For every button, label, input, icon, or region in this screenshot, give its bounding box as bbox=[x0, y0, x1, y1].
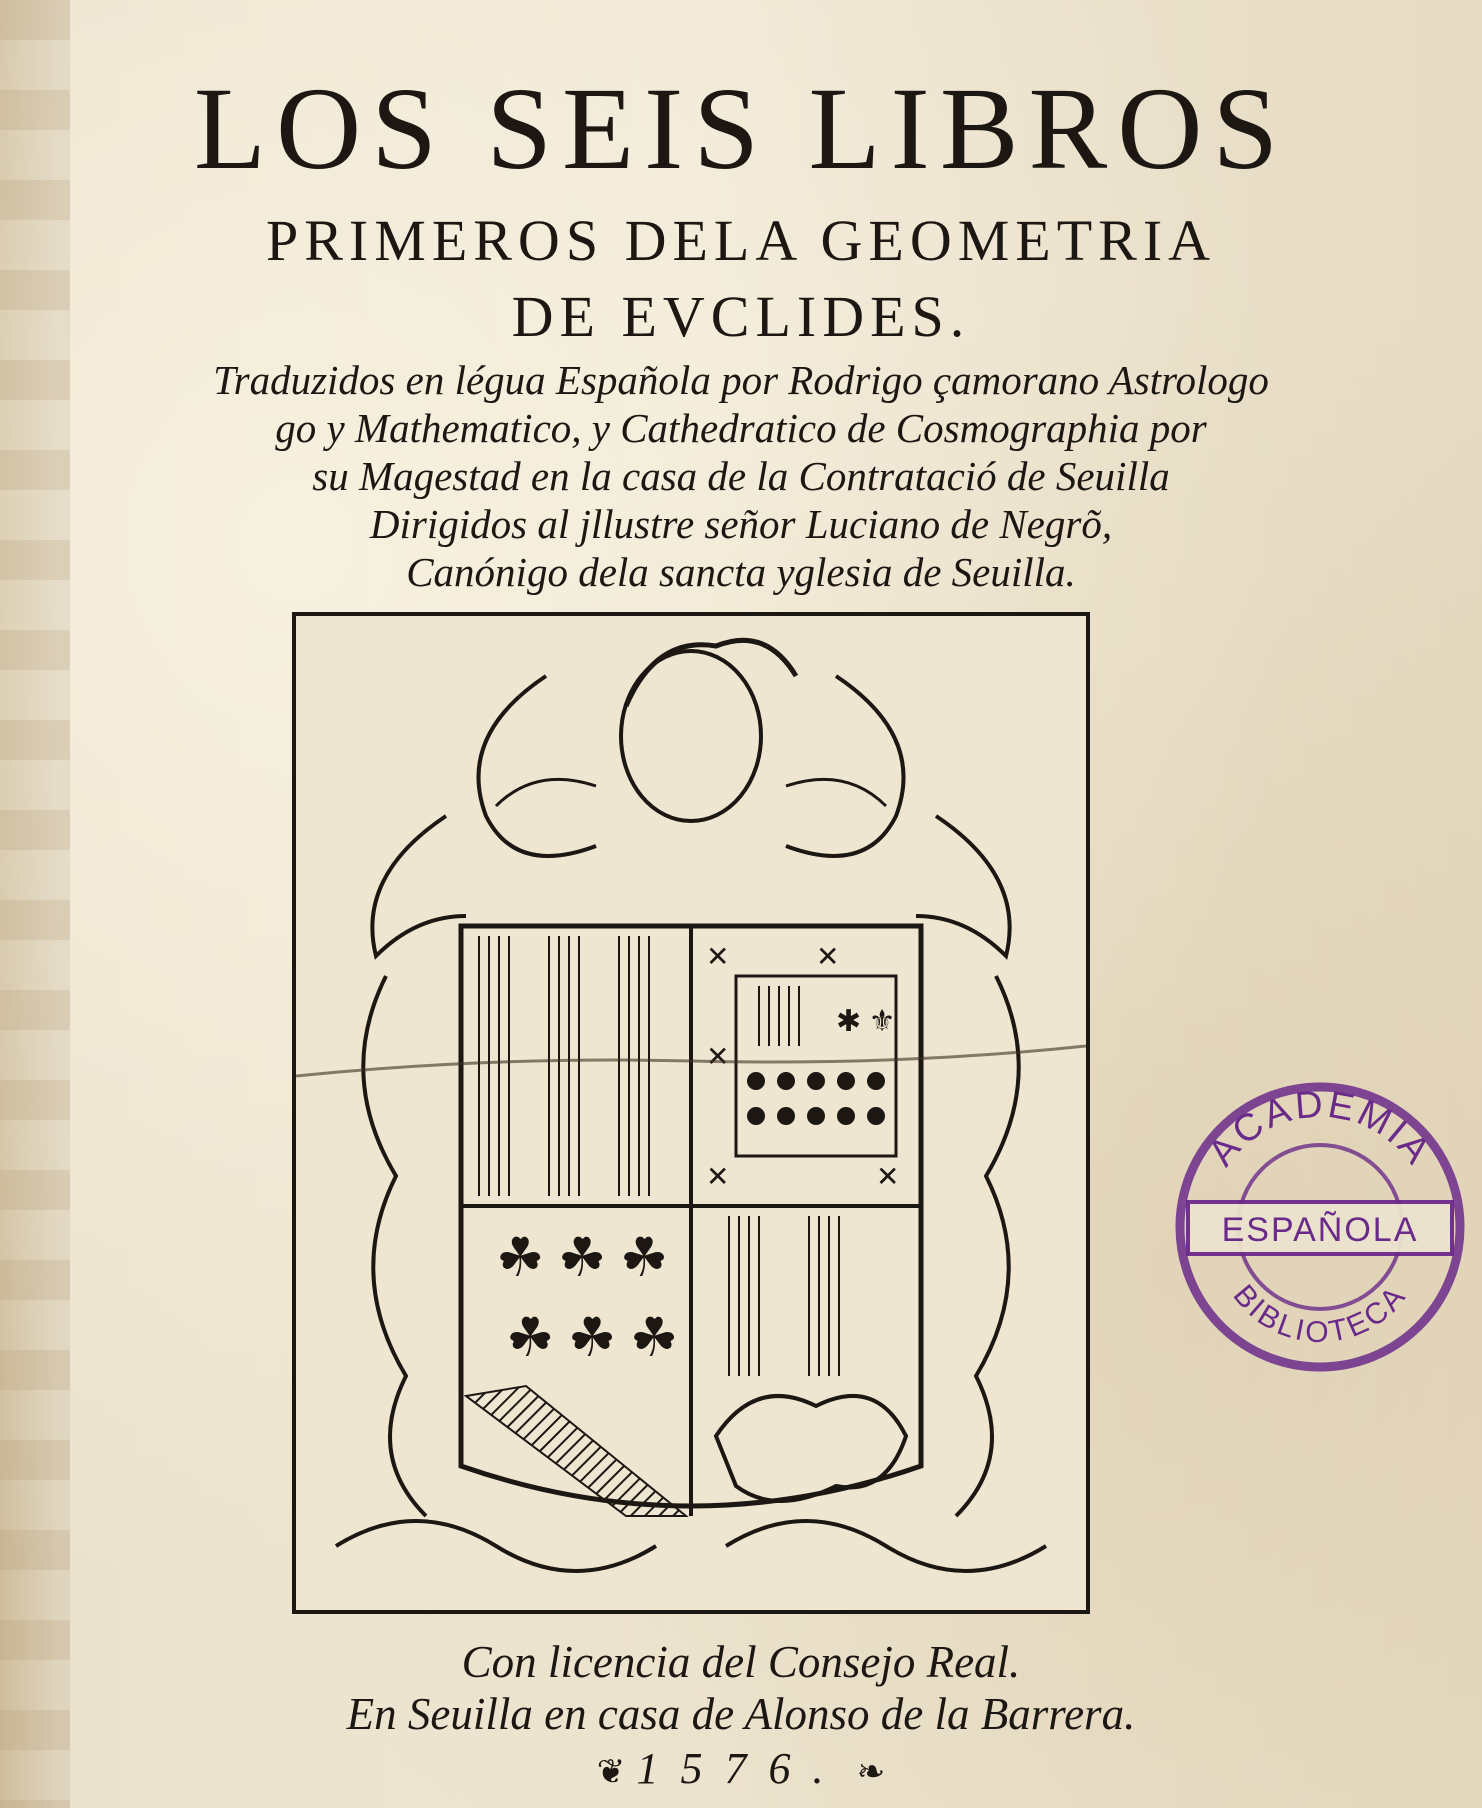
page-edge-stain bbox=[0, 0, 70, 1808]
title-line-1: LOS SEIS LIBROS bbox=[193, 63, 1289, 194]
svg-text:✱ ⚜: ✱ ⚜ bbox=[836, 1005, 896, 1038]
publication-year: 1576. bbox=[636, 1744, 846, 1793]
svg-text:✕: ✕ bbox=[876, 1162, 900, 1193]
stamp-bottom-text: BIBLIOTECA bbox=[1226, 1278, 1414, 1350]
description-line: su Magestad en la casa de la Contratació de Seuilla bbox=[312, 453, 1170, 499]
license-line: Con licencia del Consejo Real. bbox=[461, 1637, 1021, 1687]
svg-text:✕: ✕ bbox=[706, 1162, 730, 1193]
stamp-top-text: ACADEMIA bbox=[1200, 1083, 1440, 1174]
svg-text:✕: ✕ bbox=[706, 1042, 730, 1073]
svg-text:☘ ☘ ☘: ☘ ☘ ☘ bbox=[496, 1228, 669, 1288]
printer-line: En Seuilla en casa de Alonso de la Barrera. bbox=[346, 1689, 1136, 1739]
stamp-middle-text: ESPAÑOLA bbox=[1221, 1211, 1419, 1249]
library-stamp bbox=[1170, 1062, 1470, 1380]
title-line-2: PRIMEROS DELA GEOMETRIA bbox=[265, 208, 1217, 273]
svg-text:✕: ✕ bbox=[706, 942, 730, 973]
ornament-left-icon: ❦ bbox=[596, 1754, 626, 1791]
coat-of-arms-illustration bbox=[296, 616, 1086, 1610]
description-line: Canónigo dela sancta yglesia de Seuilla. bbox=[406, 549, 1076, 595]
description-line: go y Mathematico, y Cathedratico de Cosmographia por bbox=[275, 405, 1207, 451]
coat-of-arms-woodcut bbox=[292, 612, 1090, 1614]
svg-text:BIBLIOTECA bbox=[1227, 1279, 1414, 1349]
svg-text:✕: ✕ bbox=[816, 942, 840, 973]
description-line: Traduzidos en légua Española por Rodrigo çamorano Astrologo bbox=[213, 357, 1269, 403]
description-line: Dirigidos al jllustre señor Luciano de Negrõ, bbox=[369, 501, 1113, 547]
date-line bbox=[0, 1746, 1482, 1791]
title-line-3: DE EVCLIDES. bbox=[511, 284, 971, 349]
svg-text:ACADEMIA bbox=[1200, 1083, 1439, 1174]
ornament-right-icon: ❧ bbox=[856, 1754, 886, 1791]
svg-text:☘ ☘ ☘: ☘ ☘ ☘ bbox=[506, 1308, 679, 1368]
